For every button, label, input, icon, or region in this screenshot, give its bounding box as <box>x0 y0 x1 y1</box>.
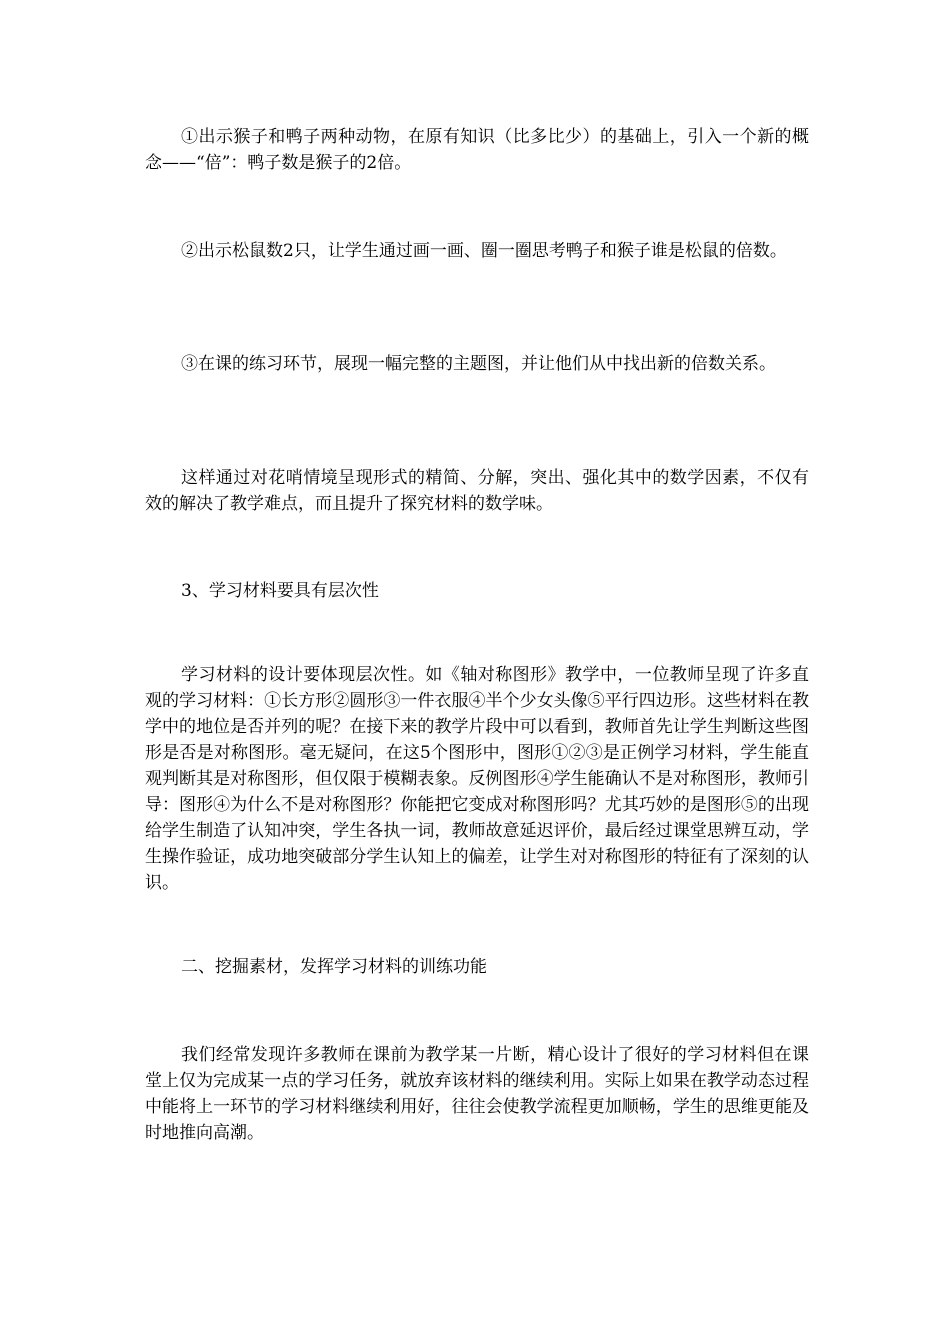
section-heading-2: 二、挖掘素材，发挥学习材料的训练功能 <box>181 957 487 977</box>
paragraph-squirrel: ②出示松鼠数2只，让学生通过画一画、圈一圈思考鸭子和猴子谁是松鼠的倍数。 <box>181 241 787 261</box>
paragraph-summary: 这样通过对花哨情境呈现形式的精简、分解，突出、强化其中的数学因素，不仅有效的解决了教学难点，而且提升了探究材料的数学味。 <box>145 468 809 514</box>
paragraph-monkey-duck: ①出示猴子和鸭子两种动物，在原有知识（比多比少）的基础上，引入一个新的概念——“倍”：鸭子数是猴子的2倍。 <box>145 127 809 173</box>
section-heading-3: 3、学习材料要具有层次性 <box>181 581 379 601</box>
paragraph-symmetry: 学习材料的设计要体现层次性。如《轴对称图形》教学中，一位教师呈现了许多直观的学习材料：①长方形②圆形③一件衣服④半个少女头像⑤平行四边形。这些材料在教学中的地位是否并列的呢？在接下来的教学片段中可以看到，教师首先让学生判断这些图形是否是对称图形。毫无疑问，在这5个图形中，图形①②③是正例学习材料，学生能直观判断其是对称图形，但仅限于模糊表象。反例图形④学生能确认不是对称图形，教师引导：图形④为什么不是对称图形？你能把它变成对称图形吗？尤其巧妙的是图形⑤的出现给学生制造了认知冲突，学生各执一词，教师故意延迟评价，最后经过课堂思辨互动，学生操作验证，成功地突破部分学生认知上的偏差，让学生对对称图形的特征有了深刻的认识。 <box>145 665 809 893</box>
paragraph-reuse: 我们经常发现许多教师在课前为教学某一片断，精心设计了很好的学习材料但在课堂上仅为完成某一点的学习任务，就放弃该材料的继续利用。实际上如果在教学动态过程中能将上一环节的学习材料继续利用好，往往会使教学流程更加顺畅，学生的思维更能及时地推向高潮。 <box>145 1045 809 1143</box>
paragraph-practice: ③在课的练习环节，展现一幅完整的主题图，并让他们从中找出新的倍数关系。 <box>181 354 776 374</box>
